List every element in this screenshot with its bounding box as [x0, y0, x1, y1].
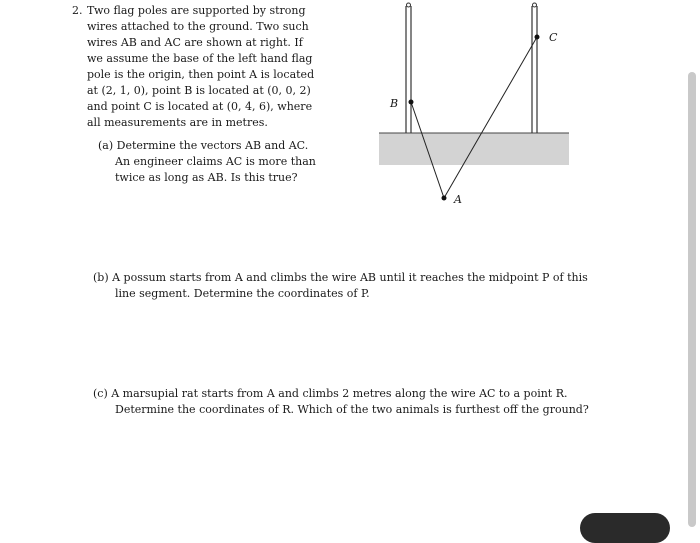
intro-line: pole is the origin, then point A is located — [87, 68, 315, 81]
flagpole-diagram — [375, 0, 575, 210]
part-c-line: Determine the coordinates of R. Which of the two animals is furthest off the ground? — [115, 403, 589, 416]
intro-line: at (2, 1, 0), point B is located at (0, 0, 2) — [87, 84, 311, 97]
intro-line: wires attached to the ground. Two such — [87, 20, 309, 33]
label-b: B — [390, 97, 399, 110]
part-a-line: twice as long as AB. Is this true? — [115, 171, 298, 184]
part-c — [93, 386, 589, 418]
part-b-line: (b) A possum starts from A and climbs the wire AB until it reaches the midpoint P of this — [93, 271, 588, 284]
intro-line: we assume the base of the left hand flag — [87, 52, 313, 65]
part-a-line: (a) Determine the vectors AB and AC. — [98, 139, 309, 152]
intro-line: wires AB and AC are shown at right. If — [87, 36, 303, 49]
intro-line: and point C is located at (0, 4, 6), where — [87, 100, 313, 113]
wire-ac — [444, 37, 537, 198]
intro-line: Two flag poles are supported by strong — [87, 4, 306, 17]
part-a-line: An engineer claims AC is more than — [115, 155, 316, 168]
label-a: A — [454, 193, 462, 206]
label-c: C — [549, 31, 558, 44]
right-flag-pole — [532, 3, 537, 133]
floating-action-button[interactable] — [580, 513, 670, 543]
question-number: 2. — [72, 4, 83, 17]
ground-band — [379, 133, 569, 165]
part-b — [93, 270, 588, 302]
point-a — [442, 196, 447, 201]
left-flag-pole — [406, 3, 411, 133]
question-intro — [87, 3, 314, 131]
vertical-scrollbar[interactable] — [688, 72, 696, 527]
part-a — [98, 138, 316, 186]
point-b — [409, 100, 414, 105]
part-c-line: (c) A marsupial rat starts from A and climbs 2 metres along the wire AC to a point R. — [93, 387, 568, 400]
intro-line: all measurements are in metres. — [87, 116, 268, 129]
point-c — [535, 35, 540, 40]
part-b-line: line segment. Determine the coordinates of P. — [115, 287, 370, 300]
